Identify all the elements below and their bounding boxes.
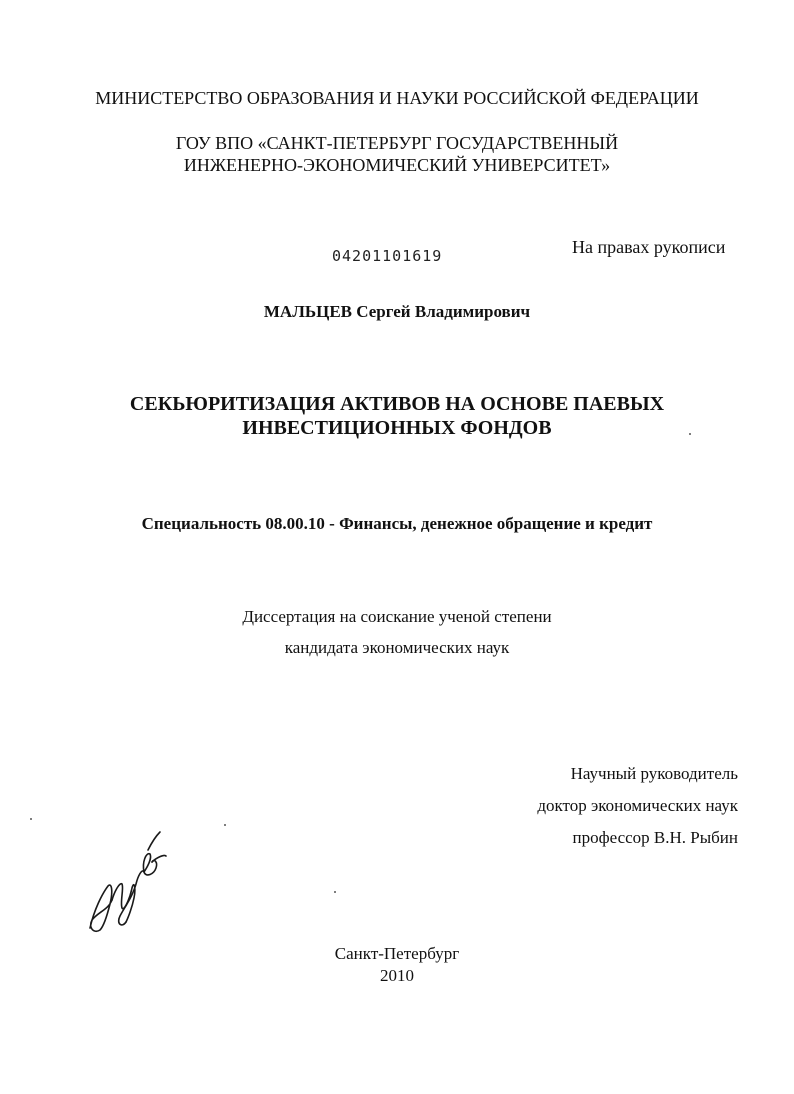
supervisor-degree: доктор экономических наук	[537, 796, 738, 815]
university-line-1: ГОУ ВПО «САНКТ-ПЕТЕРБУРГ ГОСУДАРСТВЕННЫЙ	[175, 133, 619, 153]
supervisor-name: профессор В.Н. Рыбин	[572, 828, 738, 847]
degree-line-2: кандидата экономических наук	[284, 638, 510, 657]
author-surname: МАЛЬЦЕВ	[263, 302, 353, 321]
specialty: Специальность 08.00.10 - Финансы, денежное обращение и кредит	[141, 514, 653, 533]
scan-speck	[334, 891, 336, 893]
title-line-1: СЕКЬЮРИТИЗАЦИЯ АКТИВОВ НА ОСНОВЕ ПАЕВЫХ	[129, 393, 665, 415]
supervisor-role: Научный руководитель	[570, 764, 738, 783]
footer-year: 2010	[380, 966, 414, 985]
author-given-names: Сергей Владимирович	[356, 302, 531, 321]
ministry-heading: МИНИСТЕРСТВО ОБРАЗОВАНИЯ И НАУКИ РОССИЙСКОЙ ФЕДЕРАЦИИ	[95, 88, 699, 108]
scan-speck	[224, 824, 226, 826]
manuscript-note: На правах рукописи	[572, 237, 726, 257]
registry-number: 04201101619	[332, 247, 443, 265]
signature-icon	[82, 828, 172, 938]
university-line-2: ИНЖЕНЕРНО-ЭКОНОМИЧЕСКИЙ УНИВЕРСИТЕТ»	[183, 155, 611, 175]
author-name	[0, 302, 794, 322]
footer-city: Санкт-Петербург	[334, 944, 460, 963]
scan-speck	[30, 818, 32, 820]
degree-line-1: Диссертация на соискание ученой степени	[242, 607, 552, 626]
scan-speck	[689, 433, 691, 435]
title-line-2: ИНВЕСТИЦИОННЫХ ФОНДОВ	[242, 417, 552, 439]
